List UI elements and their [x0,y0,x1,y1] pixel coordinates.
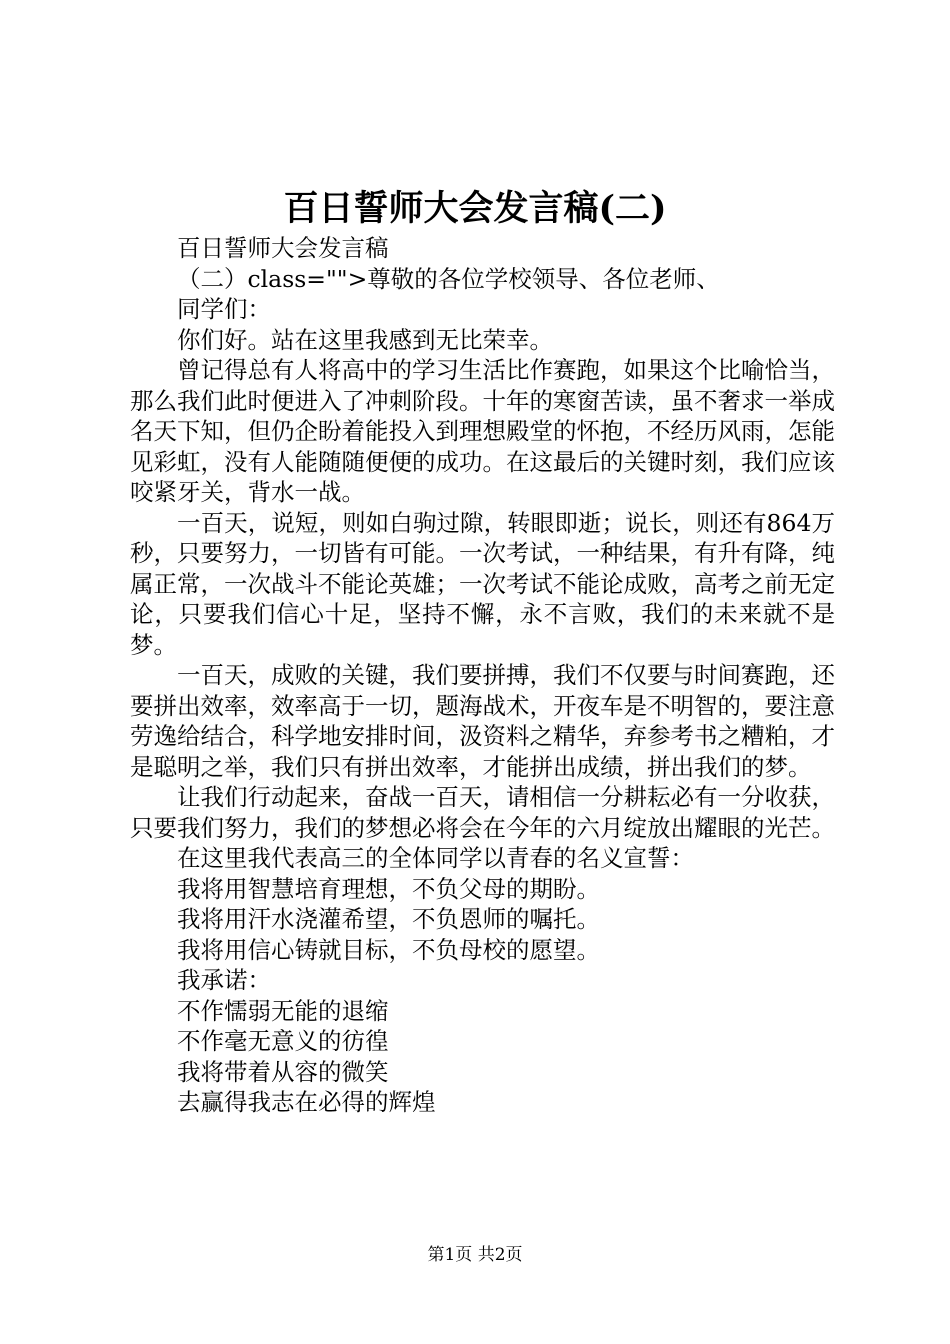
document-body [130,233,835,1118]
text-line: 去赢得我志在必得的辉煌 [177,1088,436,1116]
paragraph: 一百天，成败的关键，我们要拼搏，我们不仅要与时间赛跑，还要拼出效率，效率高于一切，题海战术，开夜车是不明智的，要注意劳逸给结合，科学地安排时间，汲资料之精华，弃参考书之糟粕，才是聪明之举，我们只有拼出效率，才能拼出成绩，拼出我们的梦。 [130,661,835,781]
page-footer: 第1页 共2页 [427,1245,523,1265]
paragraph: 让我们行动起来，奋战一百天，请相信一分耕耘必有一分收获，只要我们努力，我们的梦想必将会在今年的六月绽放出耀眼的光芒。 [130,783,835,842]
text-line: 不作懦弱无能的退缩 [177,996,389,1025]
text-line: 同学们： [177,295,271,323]
text-line: 不作毫无意义的彷徨 [177,1027,389,1055]
text-line: 我将带着从容的微笑 [177,1057,389,1086]
text-line: 我承诺： [177,966,271,994]
page-title: 百日誓师大会发言稿(二) [283,188,667,229]
text-line: 百日誓师大会发言稿 [177,234,389,262]
text-line: 我将用信心铸就目标，不负母校的愿望。 [177,935,600,964]
text-line: 我将用智慧培育理想，不负父母的期盼。 [177,874,600,903]
paragraph: 一百天，说短，则如白驹过隙，转眼即逝；说长，则还有864万秒，只要努力，一切皆有可能。一次考试，一种结果，有升有降，纯属正常，一次战斗不能论英雄；一次考试不能论成败，高考之前无定论，只要我们信心十足，坚持不懈，永不言败，我们的未来就不是梦。 [130,508,835,659]
text-line: 我将用汗水浇灌希望，不负恩师的嘱托。 [177,905,600,933]
text-line: 你们好。站在这里我感到无比荣幸。 [177,325,553,354]
text-line: 在这里我代表高三的全体同学以青春的名义宣誓： [177,844,694,872]
paragraph: 曾记得总有人将高中的学习生活比作赛跑，如果这个比喻恰当，那么我们此时便进入了冲刺阶段。十年的寒窗苦读，虽不奢求一举成名天下知，但仍企盼着能投入到理想殿堂的怀抱，不经历风雨，怎能见彩虹，没有人能随随便便的成功。在这最后的关键时刻，我们应该咬紧牙关，背水一战。 [130,356,835,506]
text-line: （二）class="">尊敬的各位学校领导、各位老师、 [177,264,720,293]
